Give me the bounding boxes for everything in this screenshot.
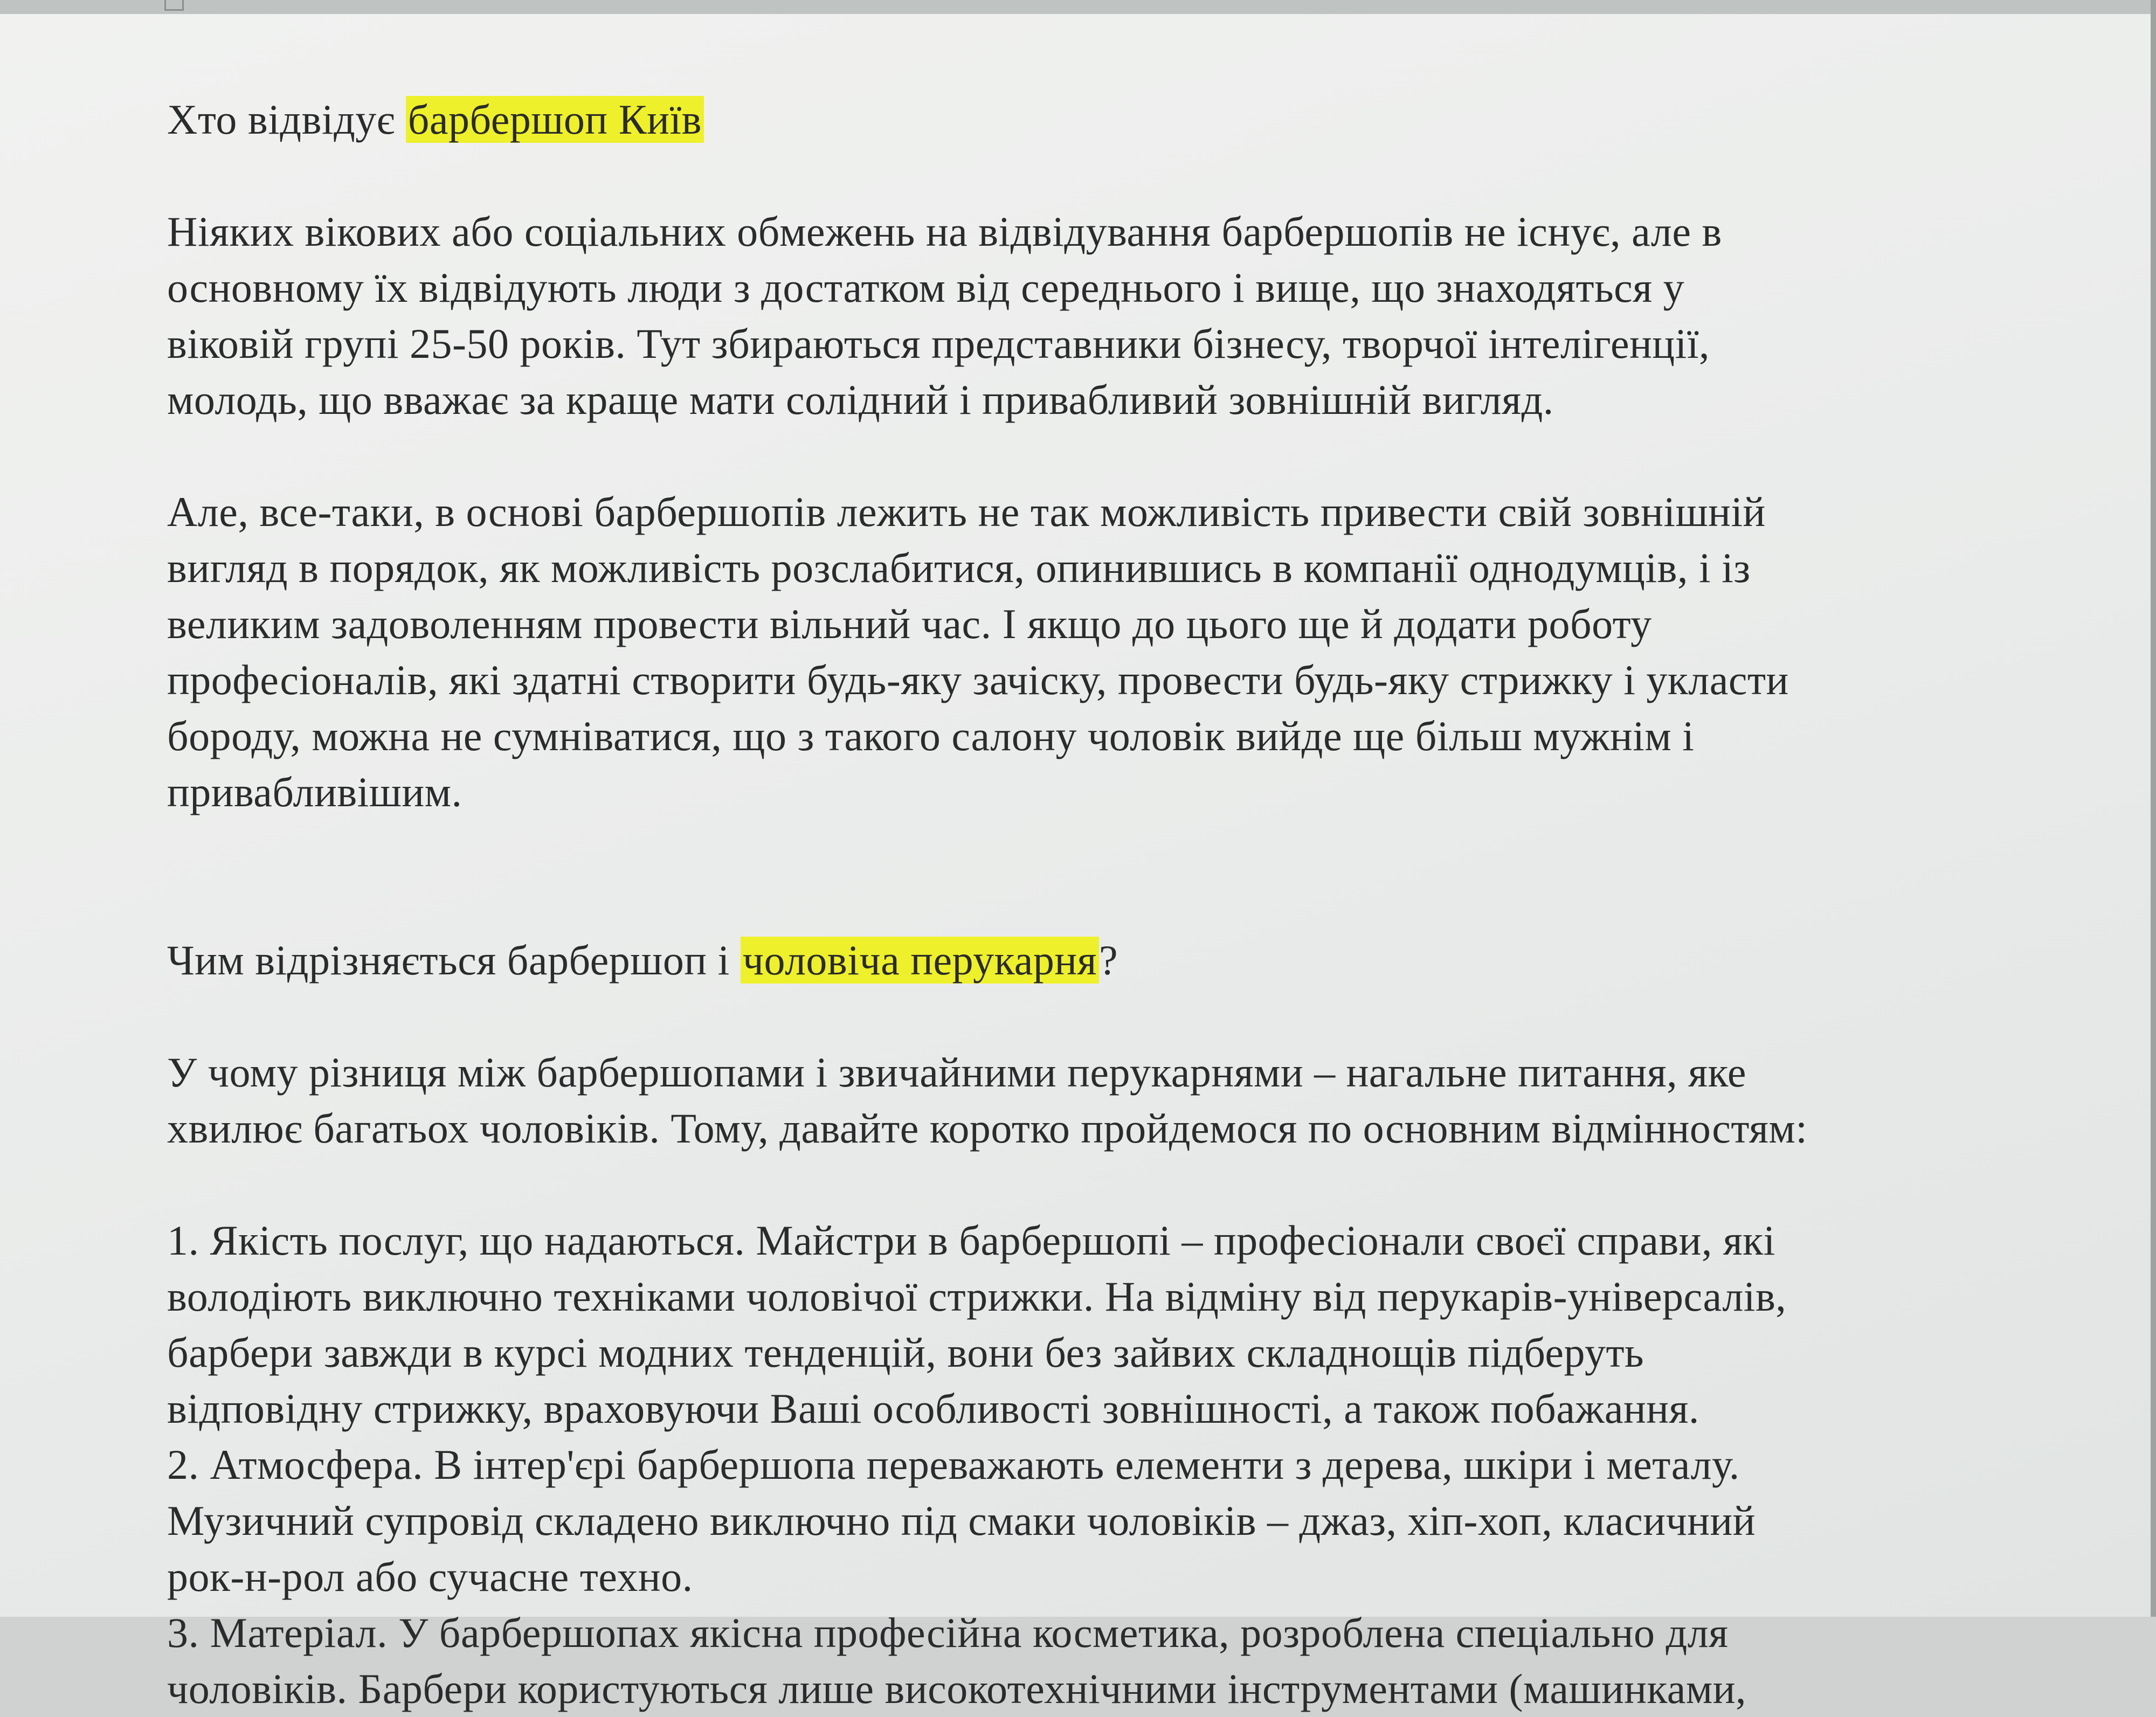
paragraph-relaxation: Але, все-таки, в основі барбершопів лежить не так можливість привести свій зовнішній вигляд в порядок, як можливість розслабитися, опинившись в компанії однодумців, і із великим задоволенням провести вільний час. І якщо до цього ще й додати роботу професіоналів, які здатні створити будь-яку зачіску, провести будь-яку стрижку і укласти бороду, можна не сумніватися, що з такого салону чоловік вийде ще більш мужнім і привабливішим. — [167, 488, 1789, 815]
heading-who-visits — [167, 36, 2086, 148]
window-corner-mark — [164, 0, 184, 11]
window-top-bar — [0, 0, 2156, 14]
paragraph-differences-intro: У чому різниця між барбершопами і звичайними перукарнями – нагальне питання, яке хвилює багатьох чоловіків. Тому, давайте коротко пройдемося по основним відмінностям: — [167, 1049, 1808, 1152]
list-item-material: 3. Матеріал. У барбершопах якісна професійна косметика, розроблена спеціально для чоловіків. Барбери користуються лише високотехнічними інструментами (машинками, — [167, 1609, 1746, 1712]
screen-edge — [2151, 0, 2156, 1617]
heading-difference-suffix: ? — [1099, 937, 1118, 984]
document-page[interactable] — [0, 14, 2151, 1712]
heading-who-visits-highlight: барбершоп Київ — [406, 96, 704, 143]
heading-difference-highlight: чоловіча перукарня — [741, 937, 1099, 984]
list-item-quality: 1. Якість послуг, що надаються. Майстри в барбершопі – професіонали своєї справи, які володіють виключно техніками чоловічої стрижки. На відміну від перукарів-універсалів, барбери завжди в курсі модних тенденцій, вони без зайвих складнощів підберуть відповідну стрижку, враховуючи Ваші особливості зовнішності, а також побажання. — [167, 1217, 1787, 1432]
heading-difference-text: Чим відрізняється барбершоп і — [167, 937, 741, 984]
document-body[interactable] — [167, 36, 2086, 1717]
list-item-atmosphere: 2. Атмосфера. В інтер'єрі барбершопа переважають елементи з дерева, шкіри і металу. Музичний супровід складено виключно під смаки чоловіків – джаз, хіп-хоп, класичний рок-н-рол або сучасне техно. — [167, 1441, 1756, 1600]
heading-difference — [167, 876, 2086, 988]
paragraph-age-groups: Ніяких вікових або соціальних обмежень на відвідування барбершопів не існує, але в основному їх відвідують люди з достатком від середнього і вище, що знаходяться у віковій групі 25-50 років. Тут збираються представники бізнесу, творчої інтелігенції, молодь, що вважає за краще мати солідний і привабливий зовнішній вигляд. — [167, 208, 1722, 423]
heading-who-visits-text: Хто відвідує — [167, 96, 406, 143]
